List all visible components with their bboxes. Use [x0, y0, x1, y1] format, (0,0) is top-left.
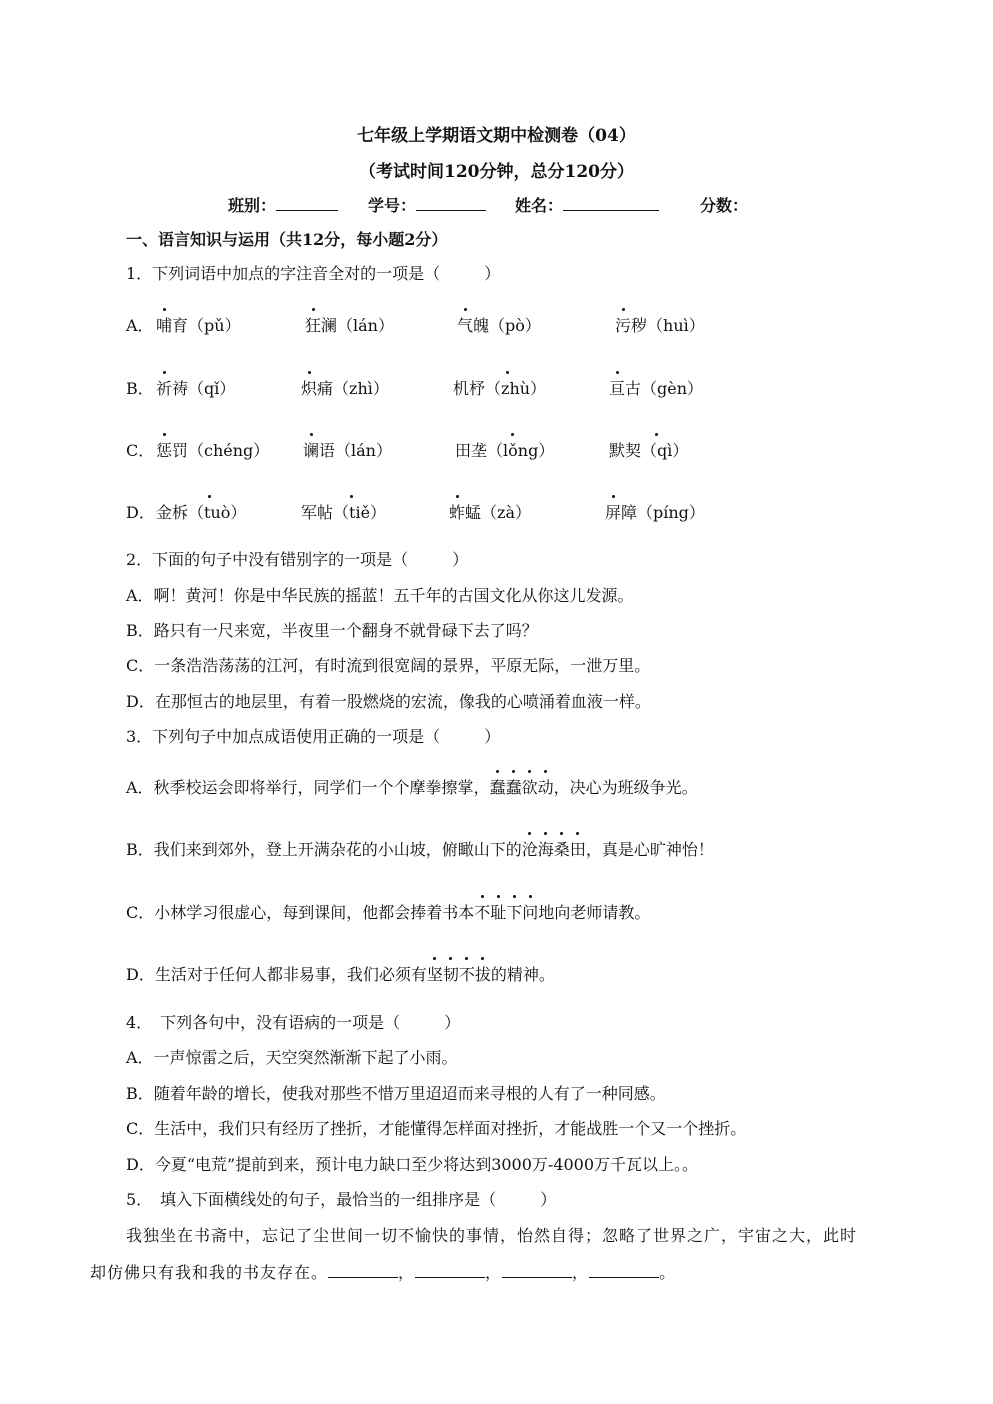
option-word: 军帖（tiě） [301, 500, 386, 523]
emphasis-char: 耻 [490, 900, 506, 923]
question-2-option-d: D．在那恒古的地层里，有着一股燃烧的宏流，像我的心喷涌着血液一样。 [126, 692, 651, 711]
page-subtitle: （考试时间120分钟，总分120分） [359, 162, 634, 182]
id-field [368, 193, 486, 216]
question-4-option-c: C．生活中，我们只有经历了挫折，才能懂得怎样面对挫折，才能战胜一个又一个挫折。 [126, 1119, 747, 1138]
answer-blank [502, 1263, 572, 1278]
class-label: 班别： [228, 196, 277, 215]
option-word: 机杼（zhù） [453, 376, 546, 399]
option-word: 狂澜（lán） [305, 313, 394, 336]
score-field [700, 193, 748, 216]
question-5-passage-line-2: 却仿佛只有我和我的书友存在。 ， ， ， 。 [90, 1263, 677, 1282]
emphasis-char: 桑 [554, 837, 570, 860]
marked-idiom [490, 778, 554, 797]
question-3-option-d: D．生活对于任何人都非易事，我们必须有坚韧不拔的精神。 [126, 962, 555, 985]
answer-blank [328, 1263, 398, 1278]
option-word: 哺育（pǔ） [156, 313, 241, 336]
class-blank [276, 196, 338, 211]
emphasis-char: 欲 [522, 775, 538, 798]
question-3-option-b: B．我们来到郊外，登上开满杂花的小山坡，俯瞰山下的沧海桑田，真是心旷神怡！ [126, 837, 714, 860]
option-word: 亘古（gèn） [609, 376, 703, 399]
question-5-passage-line-1: 我独坐在书斋中，忘记了尘世间一切不愉快的事情，怡然自得；忽略了世界之广，宇宙之大，此时 [126, 1226, 858, 1245]
emphasis-char: 不 [459, 962, 475, 985]
question-2-option-b: B．路只有一尺来宽，半夜里一个翻身不就骨碌下去了吗？ [126, 621, 538, 640]
class-field [228, 193, 338, 216]
option-label: C． [126, 441, 155, 460]
emphasis-char: 田 [570, 837, 586, 860]
question-1-stem: 1．下列词语中加点的字注音全对的一项是（ ） [126, 264, 501, 283]
option-label: B． [126, 379, 154, 398]
question-3-option-c: C．小林学习很虚心，每到课间，他都会捧着书本不耻下问地向老师请教。 [126, 900, 650, 923]
marked-idiom [474, 903, 538, 922]
option-word: 谰语（lán） [303, 438, 392, 461]
name-blank [563, 196, 659, 211]
emphasis-char: 坚 [427, 962, 443, 985]
page-title: 七年级上学期语文期中检测卷（04） [357, 126, 636, 146]
emphasis-char: 蠢 [490, 775, 506, 798]
question-2-option-c: C．一条浩浩荡荡的江河，有时流到很宽阔的景界，平原无际，一泄万里。 [126, 656, 651, 675]
emphasis-char: 不 [474, 900, 490, 923]
option-word: 屏障（píng） [605, 500, 705, 523]
option-label: D． [126, 503, 155, 522]
answer-blank [415, 1263, 485, 1278]
name-label: 姓名： [515, 196, 564, 215]
name-field [515, 193, 659, 216]
option-word: 默契（qì） [609, 438, 688, 461]
question-2-option-a: A．啊！黄河！你是中华民族的摇蓝！五千年的古国文化从你这儿发源。 [126, 586, 634, 605]
emphasis-char: 问 [522, 900, 538, 923]
question-4-stem: 4． 下列各句中，没有语病的一项是（ ） [126, 1013, 461, 1032]
question-3-stem: 3．下列句子中加点成语使用正确的一项是（ ） [126, 727, 501, 746]
section-title: 一、语言知识与运用（共12分，每小题2分） [126, 230, 448, 249]
question-2-stem: 2．下面的句子中没有错别字的一项是（ ） [126, 550, 469, 569]
option-word: 祈祷（qǐ） [156, 376, 235, 399]
emphasis-char: 拔 [475, 962, 491, 985]
option-word: 田垄（lǒng） [455, 438, 554, 461]
emphasis-char: 海 [538, 837, 554, 860]
marked-idiom [427, 965, 491, 984]
emphasis-char: 沧 [522, 837, 538, 860]
score-label: 分数： [700, 196, 749, 215]
question-5-stem: 5． 填入下面横线处的句子，最恰当的一组排序是（ ） [126, 1190, 557, 1209]
option-word: 惩罚（chéng） [156, 438, 269, 461]
emphasis-char: 蠢 [506, 775, 522, 798]
option-word: 炽痛（zhì） [301, 376, 389, 399]
answer-blank [589, 1263, 659, 1278]
id-label: 学号： [368, 196, 417, 215]
id-blank [416, 196, 486, 211]
marked-idiom [522, 840, 586, 859]
question-3-option-a: A．秋季校运会即将举行，同学们一个个摩拳擦掌，蠢蠢欲动，决心为班级争光。 [126, 775, 698, 798]
option-word: 金柝（tuò） [156, 500, 246, 523]
option-label: A． [126, 316, 154, 335]
option-word: 气魄（pò） [457, 313, 541, 336]
question-4-option-a: A．一声惊雷之后，天空突然渐渐下起了小雨。 [126, 1048, 458, 1067]
emphasis-char: 下 [506, 900, 522, 923]
emphasis-char: 动 [538, 775, 554, 798]
option-word: 污秽（huì） [615, 313, 705, 336]
emphasis-char: 韧 [443, 962, 459, 985]
option-word: 蚱蜢（zà） [449, 500, 531, 523]
question-4-option-b: B．随着年龄的增长，使我对那些不惜万里迢迢而来寻根的人有了一种同感。 [126, 1084, 666, 1103]
question-4-option-d: D．今夏“电荒”提前到来，预计电力缺口至少将达到3000万-4000万千瓦以上。。 [126, 1155, 699, 1174]
